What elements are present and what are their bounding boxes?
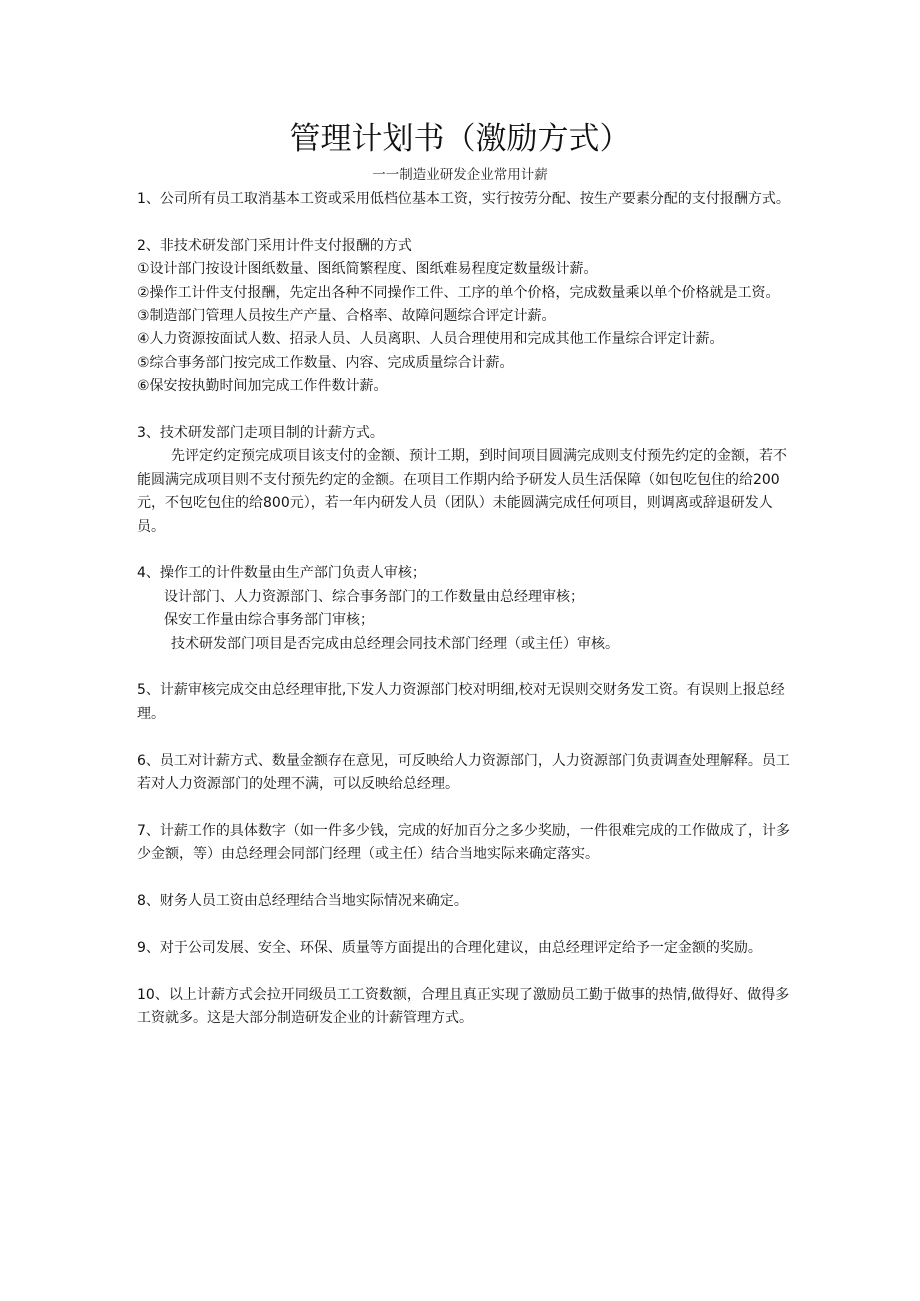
- section-2-heading: 2、非技术研发部门采用计件支付报酬的方式: [137, 237, 412, 254]
- section-2-item-6: ⑥保安按执勤时间加完成工作件数计薪。: [137, 378, 388, 395]
- section-8: 8、财务人员工资由总经理结合当地实际情况来确定。: [137, 893, 468, 910]
- document-subtitle: 一一制造业研发企业常用计薪: [372, 167, 548, 183]
- document-title: 管理计划书（激励方式）: [289, 121, 631, 157]
- section-4-line-1: 设计部门、人力资源部门、综合事务部门的工作数量由总经理审核；: [164, 588, 584, 605]
- section-4-line-3: 技术研发部门项目是否完成由总经理会同技术部门经理（或主任）审核。: [171, 635, 619, 652]
- section-1: 1、公司所有员工取消基本工资或采用低档位基本工资，实行按劳分配、按生产要素分配的支付报酬方式。: [137, 191, 790, 207]
- section-3-body: 先评定约定预完成项目该支付的金额、预计工期，到时间项目圆满完成则支付预先约定的金额，若不能圆满完成项目则不支付预先约定的金额。在项目工作期内给予研发人员生活保障（如包吃包住的给200元，不包吃包住的给800元），若一年内研发人员（团队）未能圆满完成任何项目，则调离或辞退研发人员。: [137, 448, 787, 535]
- section-2-item-1: ①设计部门按设计图纸数量、图纸简繁程度、图纸难易程度定数量级计薪。: [137, 261, 598, 278]
- section-5: 5、计薪审核完成交由总经理审批,下发人力资源部门校对明细,校对无误则交财务发工资。有误则上报总经理。: [137, 682, 785, 722]
- section-2-item-4: ④人力资源按面试人数、招录人员、人员离职、人员合理使用和完成其他工作量综合评定计薪。: [137, 331, 724, 348]
- document-body: [137, 188, 797, 1030]
- section-7: 7、计薪工作的具体数字（如一件多少钱，完成的好加百分之多少奖励，一件很难完成的工作做成了，计多少金额，等）由总经理会同部门经理（或主任）结合当地实际来确定落实。: [137, 822, 790, 863]
- section-2-item-2: ②操作工计件支付报酬，先定出各种不同操作工件、工序的单个价格，完成数量乘以单个价格就是工资。: [137, 284, 780, 301]
- section-3-heading: 3、技术研发部门走项目制的计薪方式。: [137, 425, 384, 442]
- section-2-item-5: ⑤综合事务部门按完成工作数量、内容、完成质量综合计薪。: [137, 354, 514, 371]
- section-9: 9、对于公司发展、安全、环保、质量等方面提出的合理化建议，由总经理评定给予一定金额的奖励。: [137, 939, 762, 956]
- section-4-heading: 4、操作工的计件数量由生产部门负责人审核；: [137, 565, 426, 582]
- section-6: 6、员工对计薪方式、数量金额存在意见，可反映给人力资源部门，人力资源部门负责调查处理解释。员工若对人力资源部门的处理不满，可以反映给总经理。: [137, 752, 790, 793]
- section-4-line-2: 保安工作量由综合事务部门审核；: [164, 612, 374, 629]
- section-2-item-3: ③制造部门管理人员按生产产量、合格率、故障问题综合评定计薪。: [137, 308, 556, 325]
- section-10: 10、以上计薪方式会拉开同级员工工资数额，合理且真正实现了激励员工勤于做事的热情,做得好、做得多工资就多。这是大部分制造研发企业的计薪管理方式。: [137, 986, 790, 1027]
